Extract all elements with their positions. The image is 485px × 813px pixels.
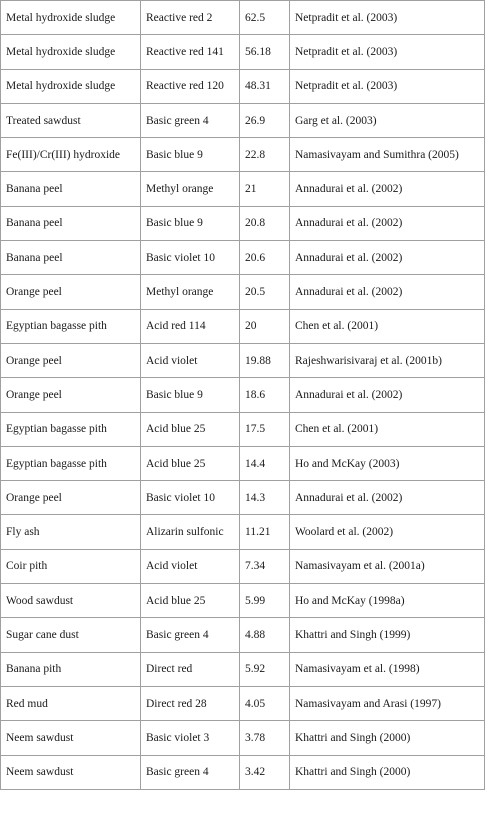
capacity-cell: 20 (240, 309, 290, 343)
reference-cell: Garg et al. (2003) (290, 103, 485, 137)
table-row (1, 721, 485, 755)
reference-cell: Khattri and Singh (2000) (290, 721, 485, 755)
capacity-cell: 4.88 (240, 618, 290, 652)
capacity-cell: 20.6 (240, 241, 290, 275)
table-row (1, 481, 485, 515)
dye-cell: Acid red 114 (141, 309, 240, 343)
capacity-cell: 21 (240, 172, 290, 206)
adsorbent-cell: Orange peel (1, 275, 141, 309)
adsorbent-cell: Fly ash (1, 515, 141, 549)
dye-cell: Reactive red 2 (141, 1, 240, 35)
table-row (1, 412, 485, 446)
table-row (1, 1, 485, 35)
dye-cell: Acid blue 25 (141, 584, 240, 618)
table-row (1, 172, 485, 206)
capacity-cell: 20.8 (240, 206, 290, 240)
dye-cell: Alizarin sulfonic (141, 515, 240, 549)
dye-cell: Basic blue 9 (141, 206, 240, 240)
adsorbent-cell: Coir pith (1, 549, 141, 583)
adsorbent-cell: Banana peel (1, 172, 141, 206)
adsorbent-cell: Red mud (1, 686, 141, 720)
dye-cell: Basic violet 10 (141, 481, 240, 515)
reference-cell: Ho and McKay (1998a) (290, 584, 485, 618)
adsorbent-cell: Orange peel (1, 481, 141, 515)
reference-cell: Namasivayam and Arasi (1997) (290, 686, 485, 720)
adsorbent-cell: Treated sawdust (1, 103, 141, 137)
dye-cell: Basic violet 3 (141, 721, 240, 755)
reference-cell: Namasivayam and Sumithra (2005) (290, 138, 485, 172)
adsorbent-cell: Egyptian bagasse pith (1, 309, 141, 343)
reference-cell: Woolard et al. (2002) (290, 515, 485, 549)
dye-cell: Basic green 4 (141, 755, 240, 789)
dye-cell: Basic green 4 (141, 618, 240, 652)
dye-cell: Reactive red 141 (141, 35, 240, 69)
reference-cell: Netpradit et al. (2003) (290, 1, 485, 35)
table-row (1, 584, 485, 618)
dye-cell: Basic blue 9 (141, 378, 240, 412)
reference-cell: Netpradit et al. (2003) (290, 69, 485, 103)
reference-cell: Annadurai et al. (2002) (290, 241, 485, 275)
adsorbent-cell: Orange peel (1, 378, 141, 412)
reference-cell: Annadurai et al. (2002) (290, 481, 485, 515)
reference-cell: Annadurai et al. (2002) (290, 378, 485, 412)
table-row (1, 206, 485, 240)
dye-cell: Direct red (141, 652, 240, 686)
dye-cell: Direct red 28 (141, 686, 240, 720)
capacity-cell: 22.8 (240, 138, 290, 172)
capacity-cell: 56.18 (240, 35, 290, 69)
dye-cell: Methyl orange (141, 275, 240, 309)
adsorbent-cell: Sugar cane dust (1, 618, 141, 652)
table-row (1, 241, 485, 275)
adsorbent-cell: Metal hydroxide sludge (1, 1, 141, 35)
reference-cell: Netpradit et al. (2003) (290, 35, 485, 69)
adsorbent-cell: Wood sawdust (1, 584, 141, 618)
capacity-cell: 19.88 (240, 343, 290, 377)
adsorbent-cell: Orange peel (1, 343, 141, 377)
reference-cell: Annadurai et al. (2002) (290, 206, 485, 240)
reference-cell: Khattri and Singh (1999) (290, 618, 485, 652)
reference-cell: Khattri and Singh (2000) (290, 755, 485, 789)
table-row (1, 686, 485, 720)
dye-cell: Acid violet (141, 343, 240, 377)
table-row (1, 103, 485, 137)
capacity-cell: 14.4 (240, 446, 290, 480)
reference-cell: Namasivayam et al. (1998) (290, 652, 485, 686)
dye-cell: Acid blue 25 (141, 446, 240, 480)
reference-cell: Namasivayam et al. (2001a) (290, 549, 485, 583)
table-row (1, 35, 485, 69)
adsorbent-cell: Neem sawdust (1, 721, 141, 755)
table-body (1, 1, 485, 790)
dye-cell: Acid blue 25 (141, 412, 240, 446)
capacity-cell: 48.31 (240, 69, 290, 103)
adsorbent-cell: Egyptian bagasse pith (1, 412, 141, 446)
capacity-cell: 5.92 (240, 652, 290, 686)
table-row (1, 343, 485, 377)
reference-cell: Annadurai et al. (2002) (290, 275, 485, 309)
capacity-cell: 11.21 (240, 515, 290, 549)
dye-cell: Methyl orange (141, 172, 240, 206)
adsorbent-cell: Metal hydroxide sludge (1, 69, 141, 103)
table-row (1, 446, 485, 480)
table-row (1, 549, 485, 583)
adsorbent-cell: Fe(III)/Cr(III) hydroxide (1, 138, 141, 172)
reference-cell: Chen et al. (2001) (290, 309, 485, 343)
adsorbent-cell: Neem sawdust (1, 755, 141, 789)
capacity-cell: 3.42 (240, 755, 290, 789)
dye-cell: Basic violet 10 (141, 241, 240, 275)
adsorbent-cell: Banana pith (1, 652, 141, 686)
capacity-cell: 7.34 (240, 549, 290, 583)
reference-cell: Chen et al. (2001) (290, 412, 485, 446)
capacity-cell: 4.05 (240, 686, 290, 720)
capacity-cell: 3.78 (240, 721, 290, 755)
table-row (1, 378, 485, 412)
reference-cell: Ho and McKay (2003) (290, 446, 485, 480)
table-row (1, 618, 485, 652)
adsorbent-cell: Banana peel (1, 206, 141, 240)
reference-cell: Annadurai et al. (2002) (290, 172, 485, 206)
dye-cell: Acid violet (141, 549, 240, 583)
capacity-cell: 18.6 (240, 378, 290, 412)
table-row (1, 755, 485, 789)
capacity-cell: 14.3 (240, 481, 290, 515)
table-row (1, 138, 485, 172)
dye-cell: Reactive red 120 (141, 69, 240, 103)
capacity-cell: 20.5 (240, 275, 290, 309)
adsorbent-cell: Banana peel (1, 241, 141, 275)
table-row (1, 309, 485, 343)
dye-cell: Basic blue 9 (141, 138, 240, 172)
adsorbent-cell: Egyptian bagasse pith (1, 446, 141, 480)
table-row (1, 275, 485, 309)
reference-cell: Rajeshwarisivaraj et al. (2001b) (290, 343, 485, 377)
capacity-cell: 5.99 (240, 584, 290, 618)
capacity-cell: 62.5 (240, 1, 290, 35)
adsorbent-cell: Metal hydroxide sludge (1, 35, 141, 69)
dye-cell: Basic green 4 (141, 103, 240, 137)
table-row (1, 652, 485, 686)
table-row (1, 515, 485, 549)
capacity-cell: 17.5 (240, 412, 290, 446)
table-row (1, 69, 485, 103)
capacity-cell: 26.9 (240, 103, 290, 137)
